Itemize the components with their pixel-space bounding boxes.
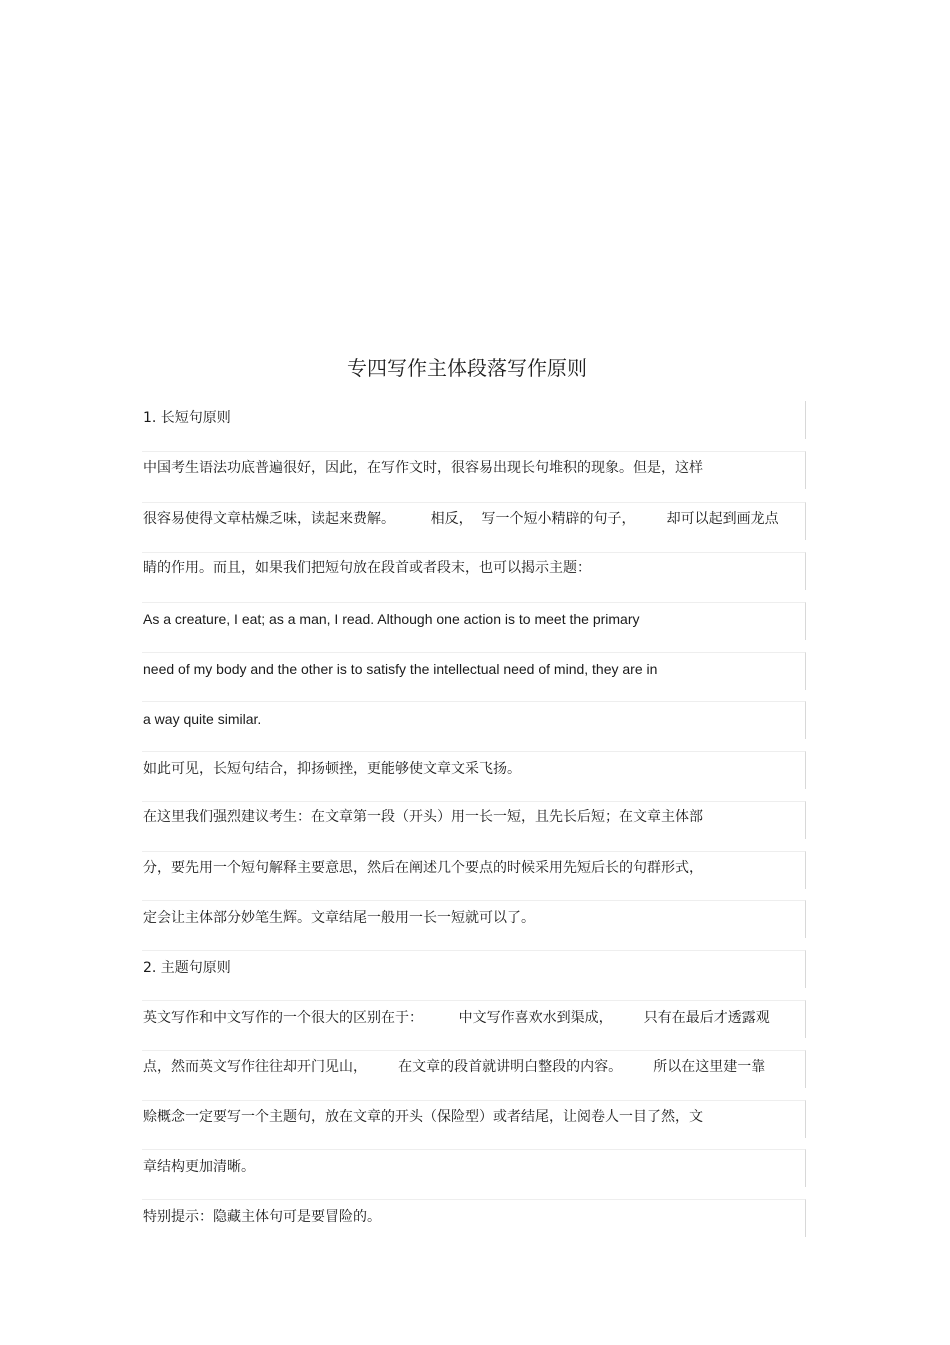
paragraph-line: 睛的作用。而且，如果我们把短句放在段首或者段末，也可以揭示主题： <box>143 560 591 576</box>
paragraph-line: 很容易使得文章枯燥乏味，读起来费解。 相反， 写一个短小精辟的句子， 却可以起到画龙点 <box>143 511 779 527</box>
example-line: need of my body and the other is to satisfy the intellectual need of mind, they are in <box>143 661 658 677</box>
table-row <box>142 401 806 439</box>
example-line: a way quite similar. <box>143 711 262 727</box>
paragraph-line: 章结构更加清晰。 <box>143 1159 255 1175</box>
paragraph-line: 点，然而英文写作往往却开门见山， 在文章的段首就讲明白整段的内容。 所以在这里建一靠 <box>143 1059 766 1075</box>
tip-line: 特别提示：隐藏主体句可是要冒险的。 <box>143 1209 381 1225</box>
paragraph-line: 英文写作和中文写作的一个很大的区别在于： 中文写作喜欢水到渠成， 只有在最后才透露观 <box>143 1010 770 1026</box>
paragraph-line: 在这里我们强烈建议考生：在文章第一段（开头）用一长一短，且先长后短；在文章主体部 <box>143 809 703 825</box>
paragraph-line: 定会让主体部分妙笔生辉。文章结尾一般用一长一短就可以了。 <box>143 910 535 926</box>
paragraph-line: 如此可见，长短句结合，抑扬顿挫，更能够使文章文采飞扬。 <box>143 761 521 777</box>
paragraph-line: 分，要先用一个短句解释主要意思，然后在阐述几个要点的时候采用先短后长的句群形式， <box>143 860 703 876</box>
paragraph-line: 中国考生语法功底普遍很好，因此，在写作文时，很容易出现长句堆积的现象。但是，这样 <box>143 460 703 476</box>
section-heading-2: 2. 主题句原则 <box>143 960 231 976</box>
table-row <box>142 950 806 988</box>
paragraph-line: 赊概念一定要写一个主题句，放在文章的开头（保险型）或者结尾，让阅卷人一目了然，文 <box>143 1109 703 1125</box>
section-heading-1: 1. 长短句原则 <box>143 410 231 426</box>
document-title: 专四写作主体段落写作原则 <box>347 356 587 380</box>
example-line: As a creature, I eat; as a man, I read. Although one action is to meet the primary <box>143 611 640 627</box>
